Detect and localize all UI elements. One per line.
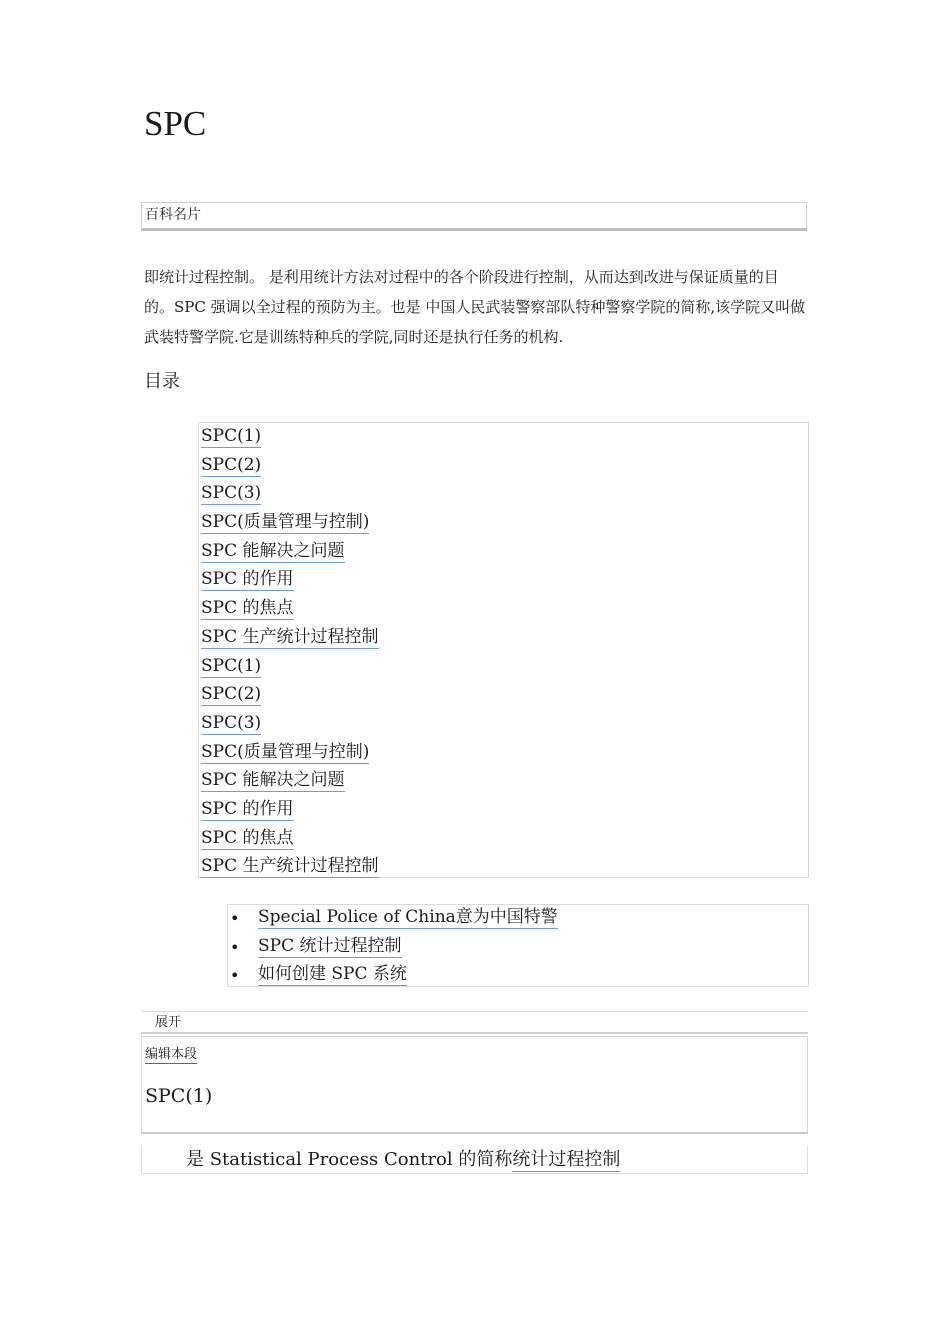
baike-card-box [141,202,807,231]
toc-item [201,653,808,682]
toc-item [201,452,808,481]
related-links-list [228,905,808,991]
toc-item [201,480,808,509]
toc-link[interactable]: SPC 生产统计过程控制 [201,856,379,877]
toc-heading: 目录 [144,371,180,392]
related-link[interactable]: SPC 统计过程控制 [258,935,402,956]
related-link[interactable]: 如何创建 SPC 系统 [258,964,407,984]
bullet-icon: • [230,909,240,928]
section-title: SPC(1) [145,1085,213,1107]
toc-link[interactable]: SPC(3) [201,483,262,504]
toc-link[interactable]: SPC(2) [201,684,262,705]
toc-item [201,595,808,624]
toc-link[interactable]: SPC(2) [201,454,262,475]
bullet-icon: • [230,937,240,957]
toc-item [201,767,808,796]
intro-paragraph: 即统计过程控制。 是利用统计方法对过程中的各个阶段进行控制，从而达到改进与保证质量的目的。SPC 强调以全过程的预防为主。也是 中国人民武装警察部队特种警察学院的简称,该学院又叫做武装特警学院.它是训练特种兵的学院,同时还是执行任务的机构. [144,268,806,346]
toc-item [201,681,808,710]
related-link[interactable]: Special Police of China意为中国特警 [258,907,558,927]
toc-link[interactable]: SPC(质量管理与控制) [201,512,370,533]
toc-link[interactable]: SPC 能解决之问题 [201,540,345,561]
edit-section-link[interactable]: 编辑本段 [145,1047,198,1062]
toc-link[interactable]: SPC 的作用 [201,798,294,819]
section-inline-link[interactable]: 统计过程控制 [512,1149,621,1170]
toc-item [201,796,808,825]
toc-item [201,566,808,595]
toc-link[interactable]: SPC 的作用 [201,569,294,590]
related-links-box [227,904,809,987]
related-item [228,905,808,934]
toc-link[interactable]: SPC 生产统计过程控制 [201,626,379,647]
toc-item [201,538,808,567]
section-header-box [141,1036,808,1134]
related-item [228,962,808,991]
toc-list [201,423,808,882]
toc-link[interactable]: SPC 的焦点 [201,598,294,619]
toc-item [201,423,808,452]
bullet-icon: • [230,966,240,985]
toc-link[interactable]: SPC(1) [201,426,262,446]
baike-card-label: 百科名片 [145,207,201,223]
related-item [228,934,808,963]
expand-toggle[interactable]: 展开 [141,1011,808,1034]
page-title: SPC [144,104,207,143]
toc-link[interactable]: SPC(3) [201,712,262,733]
toc-item [201,825,808,854]
toc-link[interactable]: SPC(1) [201,655,262,676]
toc-item [201,853,808,882]
toc-item [201,624,808,653]
toc-item [201,710,808,739]
toc-box [198,422,809,878]
toc-item [201,739,808,768]
toc-link[interactable]: SPC(质量管理与控制) [201,741,370,762]
toc-item [201,509,808,538]
section-text: 是 Statistical Process Control 的简称 [186,1149,513,1170]
toc-link[interactable]: SPC 能解决之问题 [201,770,345,791]
toc-link[interactable]: SPC 的焦点 [201,827,294,848]
section-paragraph [141,1147,808,1174]
